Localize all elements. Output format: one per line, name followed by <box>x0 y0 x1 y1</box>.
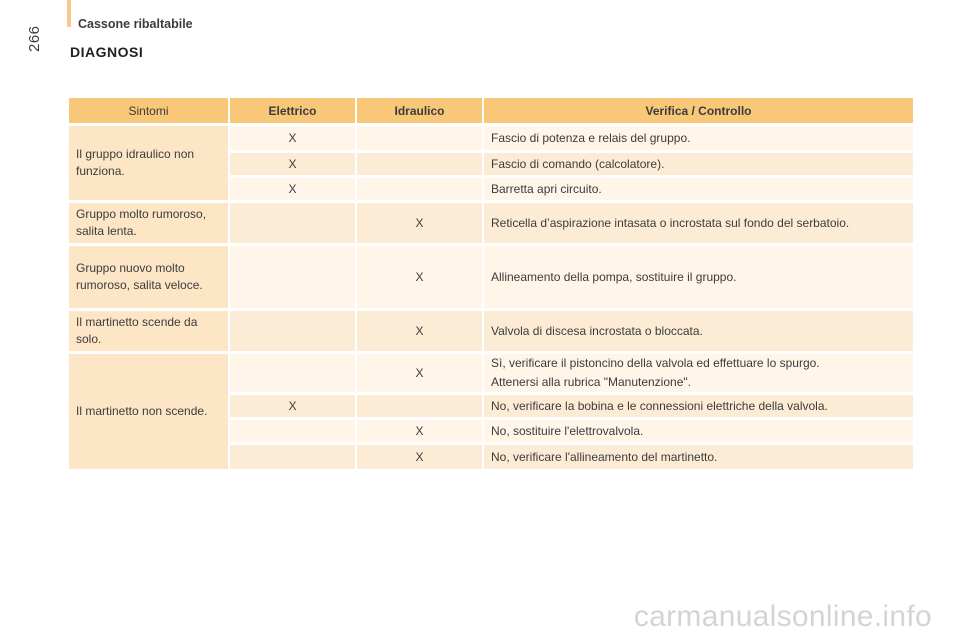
watermark: carmanualsonline.info <box>633 600 932 633</box>
elettrico-mark <box>230 445 355 469</box>
page-heading: DIAGNOSI <box>70 44 144 60</box>
check-cell: No, sostituire l'elettrovalvola. <box>484 420 913 442</box>
check-line: Attenersi alla rubrica "Manutenzione". <box>491 375 691 389</box>
elettrico-mark: X <box>230 153 355 175</box>
table-row <box>69 311 913 351</box>
section-accent-bar <box>67 0 71 27</box>
check-cell: Barretta apri circuito. <box>484 178 913 200</box>
check-cell: No, verificare la bobina e le connessioni elettriche della valvola. <box>484 395 913 417</box>
idraulico-mark: X <box>357 354 482 392</box>
elettrico-mark <box>230 203 355 243</box>
page-number: 266 <box>26 25 43 52</box>
idraulico-mark <box>357 153 482 175</box>
check-cell: Fascio di comando (calcolatore). <box>484 153 913 175</box>
idraulico-mark: X <box>357 420 482 442</box>
column-header-idraulico: Idraulico <box>357 98 482 123</box>
check-cell: Allineamento della pompa, sostituire il gruppo. <box>484 246 913 308</box>
elettrico-mark: X <box>230 126 355 150</box>
check-cell: Reticella d’aspirazione intasata o incrostata sul fondo del serbatoio. <box>484 203 913 243</box>
column-header-sintomi: Sintomi <box>69 98 228 123</box>
column-header-elettrico: Elettrico <box>230 98 355 123</box>
elettrico-mark: X <box>230 395 355 417</box>
table-row <box>69 203 913 243</box>
idraulico-mark: X <box>357 246 482 308</box>
idraulico-mark <box>357 395 482 417</box>
section-title: Cassone ribaltabile <box>78 17 193 31</box>
table-row <box>69 354 913 392</box>
idraulico-mark: X <box>357 445 482 469</box>
idraulico-mark: X <box>357 311 482 351</box>
symptom-cell: Il martinetto non scende. <box>69 354 228 469</box>
table-row <box>69 246 913 308</box>
elettrico-mark: X <box>230 178 355 200</box>
elettrico-mark <box>230 246 355 308</box>
symptom-cell: Il martinetto scende da solo. <box>69 311 228 351</box>
diagnosis-table <box>67 95 915 472</box>
idraulico-mark <box>357 178 482 200</box>
check-cell: No, verificare l'allineamento del martinetto. <box>484 445 913 469</box>
check-cell: Fascio di potenza e relais del gruppo. <box>484 126 913 150</box>
column-header-verifica: Verifica / Controllo <box>484 98 913 123</box>
elettrico-mark <box>230 311 355 351</box>
check-line: Sì, verificare il pistoncino della valvola ed effettuare lo spurgo. <box>491 356 820 370</box>
symptom-cell: Gruppo molto rumoroso, salita lenta. <box>69 203 228 243</box>
check-cell <box>484 354 913 392</box>
symptom-cell: Gruppo nuovo molto rumoroso, salita veloce. <box>69 246 228 308</box>
elettrico-mark <box>230 354 355 392</box>
symptom-cell: Il gruppo idraulico non funziona. <box>69 126 228 200</box>
idraulico-mark <box>357 126 482 150</box>
table-row <box>69 126 913 150</box>
table-header-row <box>69 98 913 123</box>
elettrico-mark <box>230 420 355 442</box>
idraulico-mark: X <box>357 203 482 243</box>
check-cell: Valvola di discesa incrostata o bloccata. <box>484 311 913 351</box>
